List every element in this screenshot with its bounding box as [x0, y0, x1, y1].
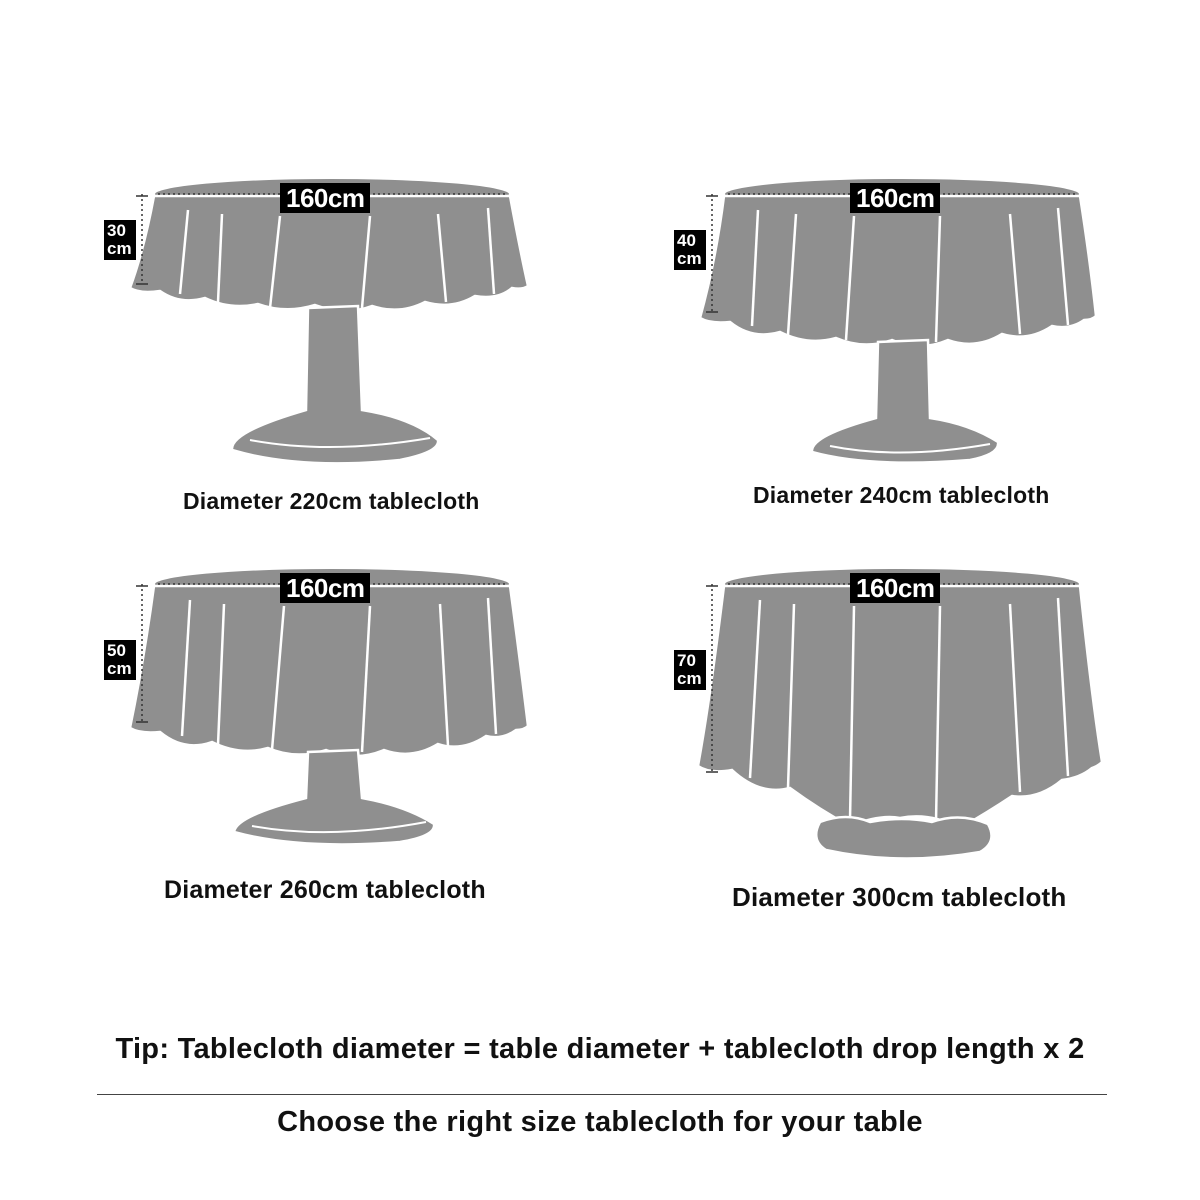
- drop-unit: cm: [107, 239, 132, 258]
- footer-text: Choose the right size tablecloth for your table: [277, 1106, 923, 1138]
- drop-length-label: [674, 650, 706, 690]
- drop-value: 30: [107, 221, 126, 240]
- tablecloth-illustration-3: [100, 560, 560, 880]
- table-caption: Diameter 260cm tablecloth: [164, 876, 486, 904]
- drop-unit: cm: [677, 669, 702, 688]
- table-diagram-3: [100, 560, 700, 1020]
- drop-value: 40: [677, 231, 696, 250]
- divider-line: [97, 1094, 1107, 1095]
- drop-length-label: [104, 220, 136, 260]
- drop-length-label: [104, 640, 136, 680]
- drop-value: 50: [107, 641, 126, 660]
- top-width-label: 160cm: [850, 573, 940, 603]
- drop-unit: cm: [107, 659, 132, 678]
- tablecloth-illustration-2: [670, 170, 1130, 490]
- top-width-label: 160cm: [280, 183, 370, 213]
- top-width-label: 160cm: [850, 183, 940, 213]
- sizing-tip: Tip: Tablecloth diameter = table diameter + tablecloth drop length x 2: [115, 1033, 1085, 1065]
- tablecloth-illustration-4: [670, 560, 1130, 890]
- tablecloth-illustration-1: [100, 170, 560, 490]
- table-caption: Diameter 240cm tablecloth: [753, 482, 1050, 508]
- drop-length-label: [674, 230, 706, 270]
- top-width-label: 160cm: [280, 573, 370, 603]
- drop-unit: cm: [677, 249, 702, 268]
- table-caption: Diameter 300cm tablecloth: [732, 882, 1067, 912]
- table-diagram-4: [670, 560, 1200, 1020]
- table-caption: Diameter 220cm tablecloth: [183, 488, 480, 514]
- drop-value: 70: [677, 651, 696, 670]
